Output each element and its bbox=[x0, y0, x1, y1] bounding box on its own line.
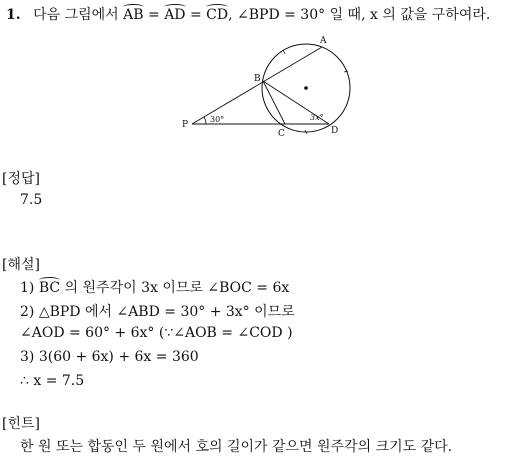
label-p: P bbox=[182, 120, 189, 130]
solution-line-1-prefix: 1) bbox=[20, 280, 35, 296]
label-angle-p: 30° bbox=[210, 115, 225, 124]
angle-arc-p bbox=[204, 117, 206, 124]
solution-line-1 bbox=[20, 277, 289, 297]
solution-line-2: 2) △BPD 에서 ∠ABD = 30° + 3x° 이므로 bbox=[20, 304, 295, 320]
problem-suffix: , ∠BPD = 30° 일 때, x 의 값을 구하여라. bbox=[228, 7, 491, 23]
line-pa bbox=[192, 47, 322, 124]
equals-2: = bbox=[189, 7, 202, 23]
solution-line-4: 3) 3(60 + 6x) + 6x = 360 bbox=[20, 349, 199, 365]
solution-line-5: ∴ x = 7.5 bbox=[20, 373, 85, 389]
equals-1: = bbox=[148, 7, 160, 23]
answer-label: [정답] bbox=[2, 171, 40, 187]
label-c: C bbox=[278, 129, 285, 139]
answer-value: 7.5 bbox=[20, 192, 43, 208]
problem-statement bbox=[6, 4, 522, 24]
geometry-figure bbox=[170, 30, 370, 154]
arc-ad: AD bbox=[164, 7, 186, 23]
tick-ab bbox=[283, 50, 285, 54]
label-a: A bbox=[320, 36, 327, 46]
problem-number: 1. bbox=[6, 7, 21, 23]
hint-label: [힌트] bbox=[2, 416, 40, 432]
hint-text: 한 원 또는 합동인 두 원에서 호의 길이가 같으면 원주각의 크기도 같다. bbox=[20, 439, 453, 455]
label-d: D bbox=[331, 126, 339, 136]
label-b: B bbox=[254, 74, 261, 84]
solution-line-3: ∠AOD = 60° + 6x° (∵∠AOB = ∠COD ) bbox=[20, 325, 293, 341]
arc-bc: BC bbox=[38, 280, 61, 296]
solution-line-1-rest: 의 원주각이 3x 이므로 ∠BOC = 6x bbox=[64, 280, 290, 296]
circle-diagram bbox=[170, 30, 370, 150]
problem-prefix: 다음 그림에서 bbox=[33, 7, 119, 23]
solution-label: [해설] bbox=[2, 257, 40, 273]
center-o bbox=[304, 86, 308, 90]
label-angle-d: 3x° bbox=[310, 113, 324, 122]
arc-ab: AB bbox=[123, 7, 144, 23]
arc-cd: CD bbox=[206, 7, 229, 23]
